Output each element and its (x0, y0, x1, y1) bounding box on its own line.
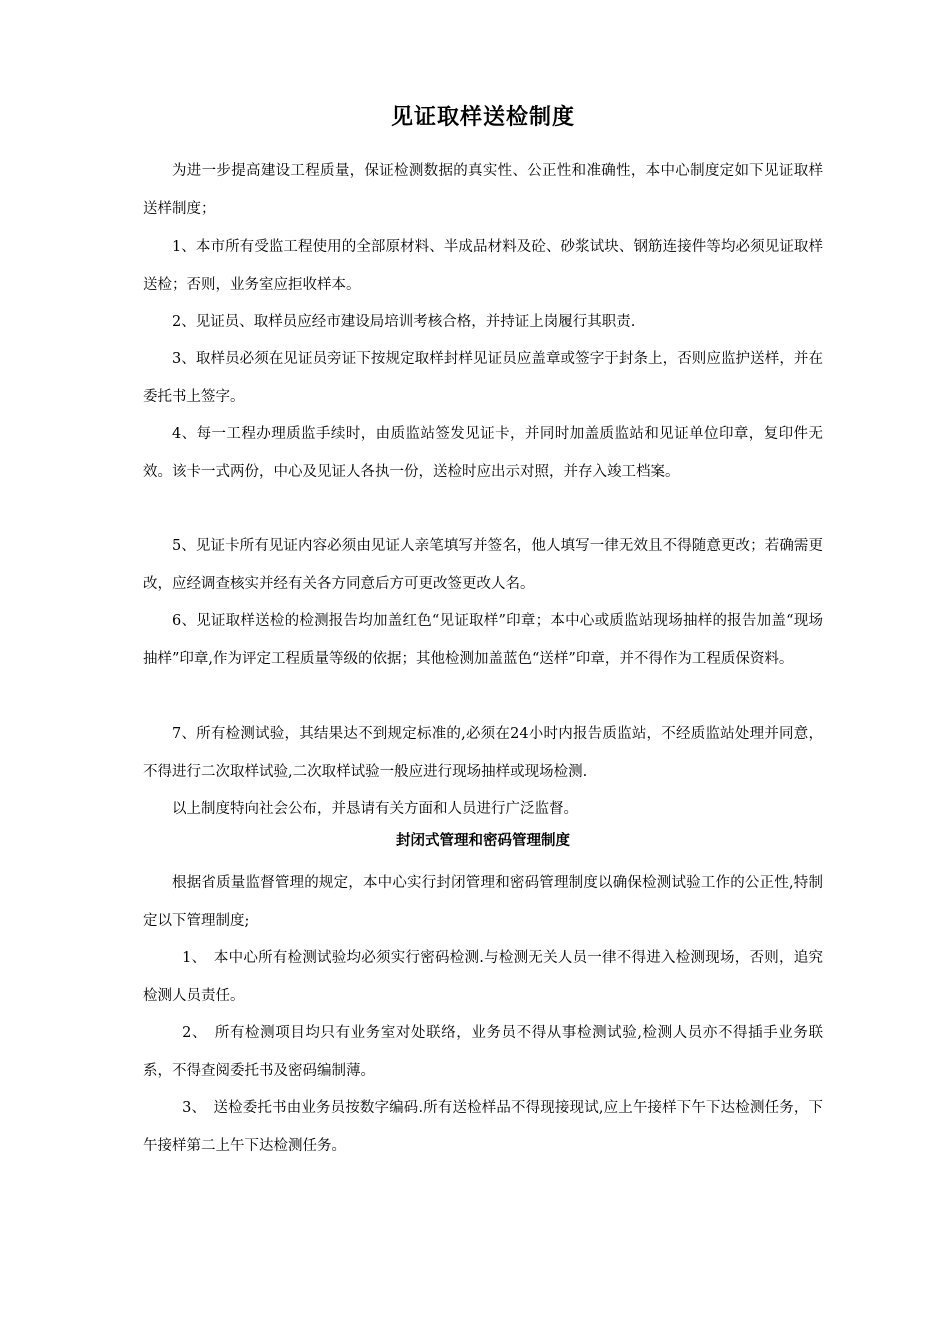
section-intro: 根据省质量监督管理的规定，本中心实行封闭管理和密码管理制度以确保检测试验工作的公正性,特制定以下管理制度; (143, 875, 823, 929)
rule-item-3: 3、取样员必须在见证员旁证下按规定取样封样见证员应盖章或签字于封条上，否则应监护送样，并在委托书上签字。 (143, 351, 823, 405)
rule-item-6: 6、见证取样送检的检测报告均加盖红色“见证取样”印章；本中心或质监站现场抽样的报告加盖“现场抽样”印章,作为评定工程质量等级的依据；其他检测加盖蓝色“送样”印章，并不得作为工程质保资料。 (143, 613, 823, 667)
rule-item-1: 1、本市所有受监工程使用的全部原材料、半成品材料及砼、砂浆试块、钢筋连接件等均必须见证取样送检；否则，业务室应拒收样本。 (143, 239, 823, 293)
intro-paragraph: 为进一步提高建设工程质量，保证检测数据的真实性、公正性和准确性，本中心制度定如下见证取样送样制度； (143, 163, 823, 217)
section-title: 封闭式管理和密码管理制度 (396, 833, 570, 849)
rule-item-2: 2、见证员、取样员应经市建设局培训考核合格，并持证上岗履行其职责. (172, 314, 636, 330)
section-item-2: 2、 所有检测项目均只有业务室对处联络，业务员不得从事检测试验,检测人员亦不得插手业务联系，不得查阅委托书及密码编制薄。 (143, 1025, 823, 1079)
rule-item-5: 5、见证卡所有见证内容必须由见证人亲笔填写并签名，他人填写一律无效且不得随意更改；若确需更改，应经调查核实并经有关各方同意后方可更改签更改人名。 (143, 538, 823, 592)
rule-item-7: 7、所有检测试验，其结果达不到规定标准的,必须在24小时内报告质监站，不经质监站处理并同意，不得进行二次取样试验,二次取样试验一般应进行现场抽样或现场检测. (143, 726, 823, 780)
closing-paragraph: 以上制度特向社会公布，并恳请有关方面和人员进行广泛监督。 (172, 801, 578, 817)
section-item-3: 3、 送检委托书由业务员按数字编码.所有送检样品不得现接现试,应上午接样下午下达检测任务，下午接样第二上午下达检测任务。 (143, 1100, 823, 1154)
rule-item-4: 4、每一工程办理质监手续时，由质监站签发见证卡，并同时加盖质监站和见证单位印章，复印件无效。该卡一式两份，中心及见证人各执一份，送检时应出示对照，并存入竣工档案。 (143, 426, 823, 480)
document-title: 见证取样送检制度 (390, 105, 575, 130)
section-item-1: 1、 本中心所有检测试验均必须实行密码检测.与检测无关人员一律不得进入检测现场，否则，追究检测人员责任。 (143, 950, 823, 1004)
